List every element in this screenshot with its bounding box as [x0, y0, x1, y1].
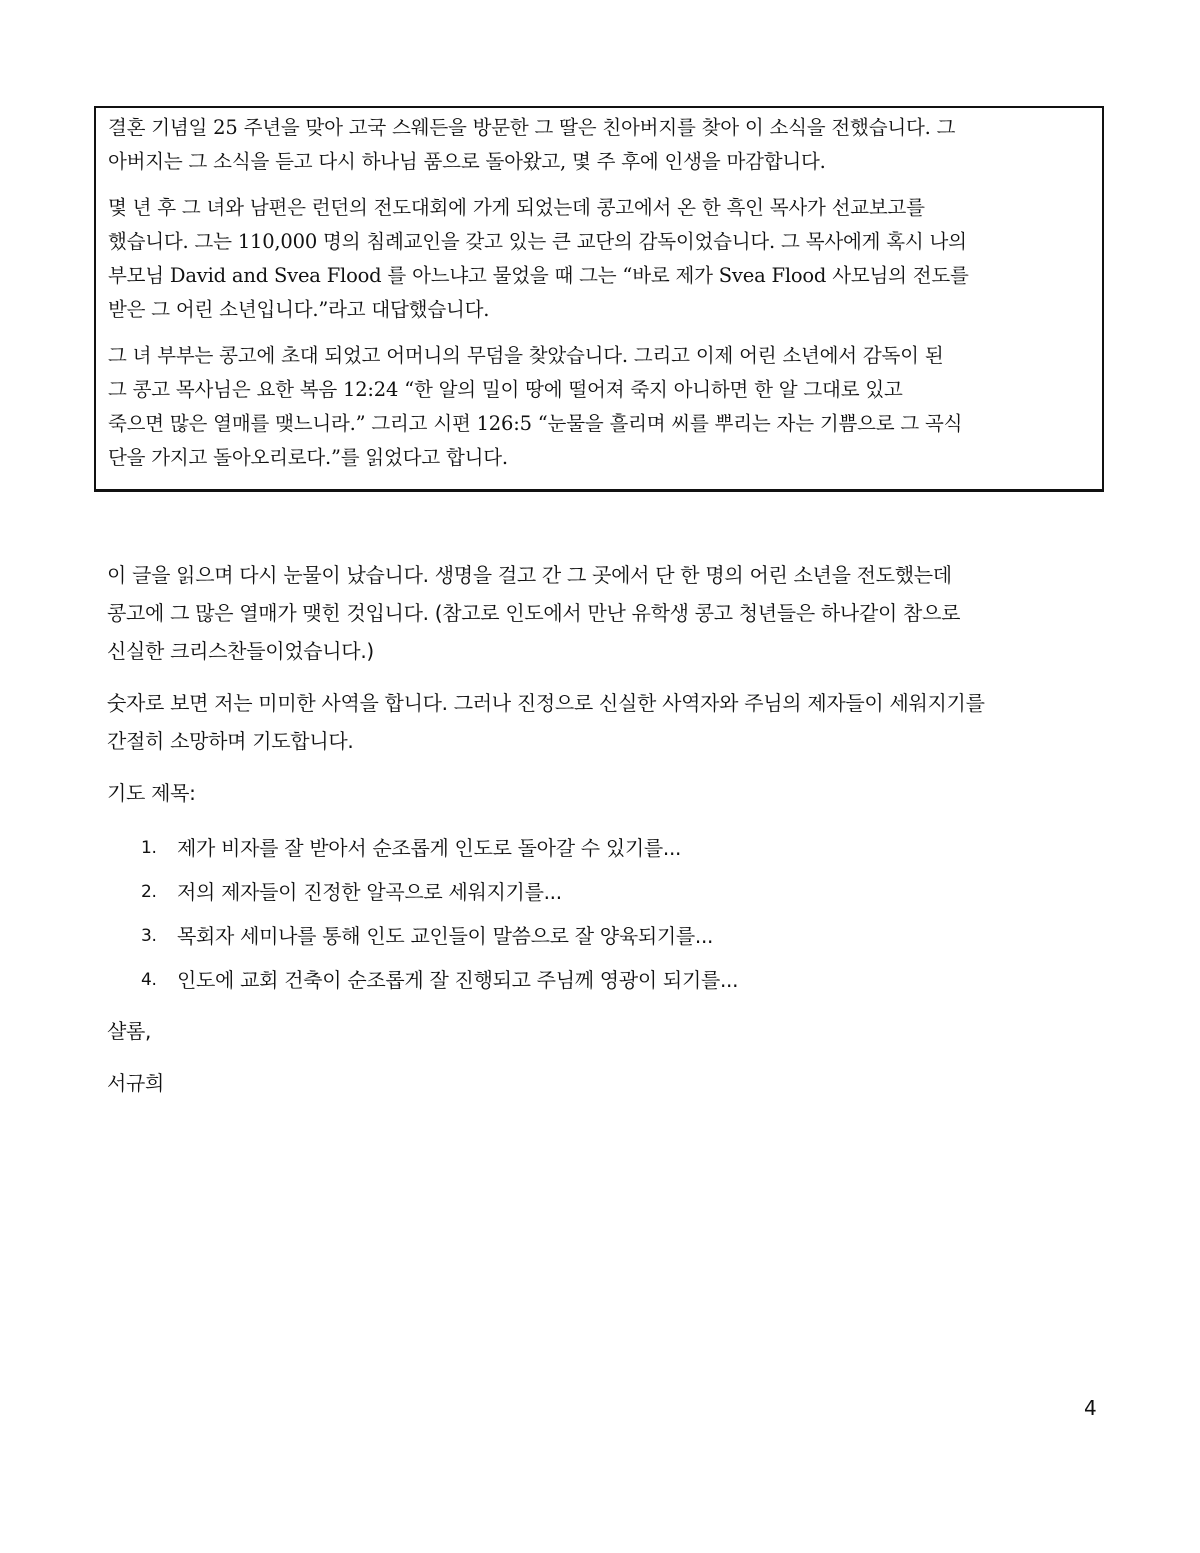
prayer-item-number: 3. — [141, 926, 157, 946]
body-paragraph — [107, 684, 1107, 760]
quote-line: 했습니다. 그는 110,000 명의 침례교인을 갖고 있는 큰 교단의 감독이었습니다. 그 목사에게 혹시 나의 — [108, 230, 967, 253]
quote-line: 결혼 기념일 25 주년을 맞아 고국 스웨든을 방문한 그 딸은 친아버지를 찾아 이 소식을 전했습니다. 그 — [108, 116, 956, 139]
quote-line: 그 콩고 목사님은 요한 복음 12:24 “한 알의 밀이 땅에 떨어져 죽지 아니하면 한 알 그대로 있고 — [108, 378, 903, 401]
quote-line: 부모님 David and Svea Flood 를 아느냐고 물었을 때 그는 “바로 제가 Svea Flood 사모님의 전도를 — [108, 264, 969, 287]
quote-paragraph — [108, 339, 1090, 475]
body-line: 신실한 크리스찬들이었습니다.) — [107, 639, 374, 663]
signature: 서규희 — [107, 1071, 165, 1095]
prayer-item-text: 제가 비자를 잘 받아서 순조롭게 인도로 돌아갈 수 있기를... — [177, 836, 682, 860]
quote-paragraph — [108, 191, 1090, 327]
quote-line: 그 녀 부부는 콩고에 초대 되었고 어머니의 무덤을 찾았습니다. 그리고 이제 어린 소년에서 감독이 된 — [108, 344, 944, 367]
prayer-item-number: 4. — [141, 970, 157, 990]
prayer-heading: 기도 제목: — [107, 781, 196, 805]
prayer-item-text: 저의 제자들이 진정한 알곡으로 세워지기를... — [177, 880, 562, 904]
quote-line: 죽으면 많은 열매를 맺느니라.” 그리고 시편 126:5 “눈물을 흘리며 씨를 뿌리는 자는 기쁨으로 그 곡식 — [108, 412, 963, 435]
body-line: 이 글을 읽으며 다시 눈물이 났습니다. 생명을 걸고 간 그 곳에서 단 한 명의 어린 소년을 전도했는데 — [107, 563, 952, 587]
quote-line: 단을 가지고 돌아오리로다.”를 읽었다고 합니다. — [108, 446, 508, 469]
prayer-list — [107, 826, 1107, 1002]
prayer-item — [107, 870, 1107, 914]
body-paragraph — [107, 556, 1107, 670]
prayer-item-number: 1. — [141, 838, 157, 858]
prayer-item-number: 2. — [141, 882, 157, 902]
body-text — [107, 556, 1107, 1116]
prayer-item-text: 인도에 교회 건축이 순조롭게 잘 진행되고 주님께 영광이 되기를... — [177, 968, 739, 992]
body-line: 콩고에 그 많은 열매가 맺힌 것입니다. (참고로 인도에서 만난 유학생 콩고 청년들은 하나같이 참으로 — [107, 601, 961, 625]
body-line: 숫자로 보면 저는 미미한 사역을 합니다. 그러나 진정으로 신실한 사역자와 주님의 제자들이 세워지기를 — [107, 691, 985, 715]
prayer-item — [107, 958, 1107, 1002]
prayer-item — [107, 914, 1107, 958]
quote-paragraph — [108, 111, 1090, 179]
quote-line: 몇 년 후 그 녀와 남편은 런던의 전도대회에 가게 되었는데 콩고에서 온 한 흑인 목사가 선교보고를 — [108, 196, 925, 219]
quote-line: 아버지는 그 소식을 듣고 다시 하나님 품으로 돌아왔고, 몇 주 후에 인생을 마감합니다. — [108, 150, 826, 173]
body-line: 간절히 소망하며 기도합니다. — [107, 729, 354, 753]
prayer-item-text: 목회자 세미나를 통해 인도 교인들이 말씀으로 잘 양육되기를... — [177, 924, 714, 948]
quote-line: 받은 그 어린 소년입니다.”라고 대답했습니다. — [108, 298, 490, 321]
page-number: 4 — [1084, 1396, 1097, 1420]
closing-greeting: 샬롬, — [107, 1019, 152, 1043]
boxed-quote — [94, 106, 1104, 492]
prayer-item — [107, 826, 1107, 870]
